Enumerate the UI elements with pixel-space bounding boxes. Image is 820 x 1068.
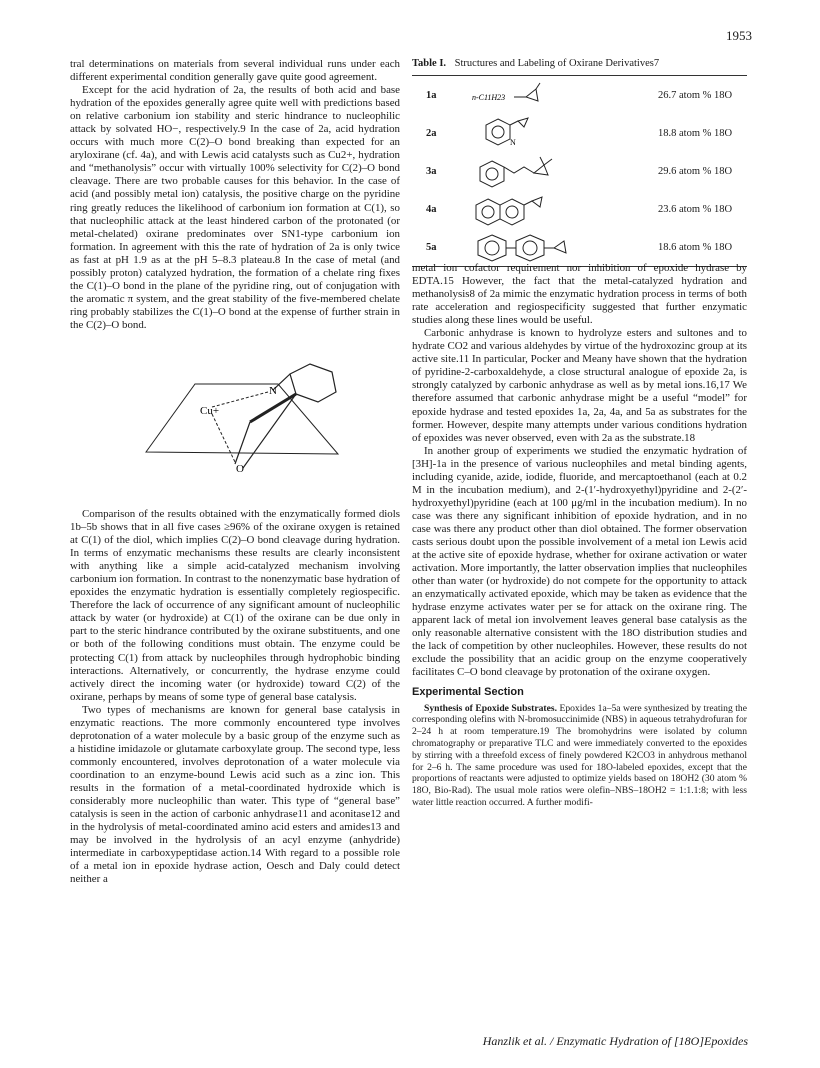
compound-id: 5a	[426, 241, 437, 253]
labeling-value: 26.7 atom % 18O	[658, 89, 733, 101]
experimental-text: Epoxides 1a–5a were synthesized by treating the corresponding olefins with N-bromosuccinimide (NBS) in aqueous tetrahydrofuran for 2–24 h at room temperature.19 The bromohydrins were isolated by column chromatography or preparative TLC and were immediately converted to the epoxides by stirring with a threefold excess of finely powdered K2CO3 in anhydrous methanol for 2–6 h. The same procedure was used for 18O-labeled epoxides, except that the proportions of reactants were adjusted to optimize yields based on 18OH2 (30 atom % 18O, Bio-Rad). The usual mole ratios were olefin–NBS–18OH2 = 1:1.1:8; with less water little reaction occurred. A further modifi-	[412, 702, 747, 808]
running-footer: Hanzlik et al. / Enzymatic Hydration of [18O]Epoxides	[482, 1034, 748, 1048]
structure-4a	[468, 191, 618, 227]
chelate-figure	[140, 344, 340, 492]
section-heading: Experimental Section	[412, 685, 524, 698]
table-row	[412, 114, 747, 152]
experimental-runin: Synthesis of Epoxide Substrates.	[424, 702, 557, 714]
table-row	[412, 76, 747, 114]
structure-2a	[468, 115, 618, 151]
coordination-bond-o	[212, 414, 235, 462]
paragraph-left-1: tral determinations on materials from several individual runs under each different experimental condition generally gave quite good agreement.	[70, 58, 400, 84]
labeling-value: 18.6 atom % 18O	[658, 241, 733, 253]
oxirane-bond	[250, 394, 296, 422]
compound-id: 1a	[426, 89, 437, 101]
labeling-value: 18.8 atom % 18O	[658, 127, 733, 139]
metal-label: Cu+	[200, 404, 220, 417]
paragraph-left-4: Two types of mechanisms are known for general base catalysis in enzymatic reactions. The more commonly encountered type involves deprotonation of a water molecule by a basic group of the enzyme such as a histidine imidazole or glutamate carboxylate group. The second type, less commonly encountered, involves deprotonation of a water molecule via coordination to an enzyme-bound Lewis acid such as a zinc ion. This results in the formation of a metal-coordinated hydroxide which is considerably more nucleophilic than water. This type of “general base” catalysis is seen in the action of carbonic anhydrase11 and aconitase12 and in the hydrolysis of metal-coordinated amino acid esters and amides13 and may be involved in the hydrolysis of an acyl enzyme (anhydride) intermediate in carboxypeptidase action.14 With regard to a possible role of a metal ion in epoxide hydrase action, Oesch and Daly could detect neither a	[70, 703, 400, 886]
table-caption-text: Structures and Labeling of Oxirane Derivatives7	[454, 58, 660, 69]
table-row	[412, 152, 747, 190]
compound-id: 2a	[426, 127, 437, 139]
paragraph-right-2: Carbonic anhydrase is known to hydrolyze esters and sultones and to hydrate CO2 and various aldehydes by virtue of the hydroxozinc group at its active site.11 In particular, Pocker and Meany have shown that the hydration of pyridine-2-carboxaldehyde, a close structural analogue of epoxide 2a, is strongly catalyzed by carbonic anhydrase as well as by metal ions.16,17 We therefore assumed that carbonic anhydrase might be a useful “model” for epoxide hydrase and tested epoxides 1a, 2a, 4a, and 5a as substrates for the former. However, despite many attempts under various conditions hydration of epoxides was never observed, even with 2a as the substrate.18	[412, 327, 747, 444]
structure-5a	[468, 229, 618, 265]
paragraph-right-3: In another group of experiments we studied the enzymatic hydration of [3H]-1a in the presence of various nucleophiles and metal binding agents, including cyanide, azide, iodide, fluoride, and mercaptoethanol (each at 0.2 M in the incubation medium), and 2-(1′-hydroxyethyl)pyridine and 2-(2′-hydroxyethyl)pyridine (each at 100 μg/ml in the incubation medium). In no case was there any significant inhibition of epoxide hydration, and in no case was there any product other than diol obtained. The former observation casts serious doubt upon the possible involvement of a metal ion Lewis acid at the active site of epoxide hydrase, whether for oxirane activation or water activation. More importantly, the latter observation implies that nucleophiles other than water (or hydroxide) do not compete for the opportunity to attack an enzymatically activated epoxide, which may be taken as evidence that the hydrase enzyme activates water per se for attack on the oxirane ring. The apparent lack of metal ion involvement leaves general base catalysis as the only reasonable alternative consistent with the 18O distribution studies and the lack of competition by other nucleophiles. However, these results do not exclude the possibility that an acidic group on the enzyme cooperatively facilitates C–O bond cleavage by protonation of the oxirane oxygen.	[412, 444, 747, 679]
table-row	[412, 228, 747, 266]
oxirane-bond-2	[235, 422, 250, 464]
svg-text:N: N	[510, 138, 516, 147]
compound-id: 4a	[426, 203, 437, 215]
nitrogen-label: N	[269, 384, 277, 397]
oxirane-bond-3	[243, 394, 296, 468]
table-caption-label: Table I.	[412, 58, 447, 69]
table-oxirane-derivatives	[412, 58, 747, 267]
table-row	[412, 190, 747, 228]
structure-1a	[468, 77, 618, 113]
pyridine-ring	[290, 364, 336, 402]
labeling-value: 29.6 atom % 18O	[658, 165, 733, 177]
paragraph-experimental	[412, 703, 747, 809]
table-caption	[412, 58, 747, 69]
labeling-value: 23.6 atom % 18O	[658, 203, 733, 215]
substituent-label: n-C11H23	[472, 93, 506, 102]
compound-id: 3a	[426, 165, 437, 177]
paragraph-left-2: Except for the acid hydration of 2a, the results of both acid and base hydration of the epoxides generally agree quite well with predictions based on relative carbonium ion stability and steric hindrance to nucleophilic attack by solvated HO−, respectively.9 In the case of 2a, acid hydration occurs with much more C(2)–O bond breaking than expected for an aryloxirane (cf. 4a), and with Lewis acid catalysts such as Cu2+, hydration and “methanolysis” occur with virtually 100% selectivity for C(2)–O bond cleavage. There are two probable causes for this behavior. In the case of acid (and possibly metal ion) catalysis, the positive charge on the pyridine ring greatly reduces the likelihood of carbonium ion formation at C(1), so that nucleophilic attack at the least hindered carbon of the protonated (or metal-chelated) oxirane predominates over SN1-type carbonium ion formation. In agreement with this the rate of hydration of 2a is only twice as fast at pH 1.9 as at the pH 5–8.3 plateau.8 In the case of metal (and possibly proton) catalyzed hydration, the formation of a chelate ring fixes the C(1)–O bond in the plane of the pyridine ring, out of conjugation with the aromatic π system, and the great stability of the five-membered chelate ring probably stabilizes the C(1)–O bond at the expense of further strain in the C(2)–O bond.	[70, 84, 400, 331]
right-column	[412, 262, 747, 809]
oxygen-label: O	[236, 462, 244, 475]
page-number: 1953	[726, 28, 752, 43]
paragraph-right-1: metal ion cofactor requirement nor inhibition of epoxide hydrase by EDTA.15 However, the fact that the metal-catalyzed hydration and methanolysis8 of 2a mimic the enzymatic hydration process in terms of both rate acceleration and regiospecificity suggested that further enzymatic studies along these lines would be useful.	[412, 262, 747, 327]
coordination-bond-n	[212, 392, 268, 407]
left-column	[70, 58, 400, 886]
structure-3a	[468, 153, 618, 189]
paragraph-left-3: Comparison of the results obtained with the enzymatically formed diols 1b–5b shows that in all five cases ≥96% of the oxirane oxygen is retained at C(1) of the diol, which implies C(2)–O bond cleavage during hydration. In terms of enzymatic mechanisms these results are clearly inconsistent with anything like a simple acid-catalyzed mechanism involving carbonium ion formation. In contrast to the nonenzymatic base hydration of epoxides the enzymatic hydration is essentially completely regiospecific. Therefore the lack of occurrence of any significant amount of nucleophilic attack by water (or hydroxide) at C(1) of the oxirane can be due only in part to the steric hindrance contributed by the oxirane substituents, and one or both of the following conditions must obtain. The enzyme could be protecting C(1) from attack by nucleophiles through hydrophobic binding interactions. Alternatively, or concurrently, the hydrase enzyme could actively direct the incoming water (or hydroxide) toward C(2) of the oxirane, perhaps by means of some type of general base catalysis.	[70, 507, 400, 703]
